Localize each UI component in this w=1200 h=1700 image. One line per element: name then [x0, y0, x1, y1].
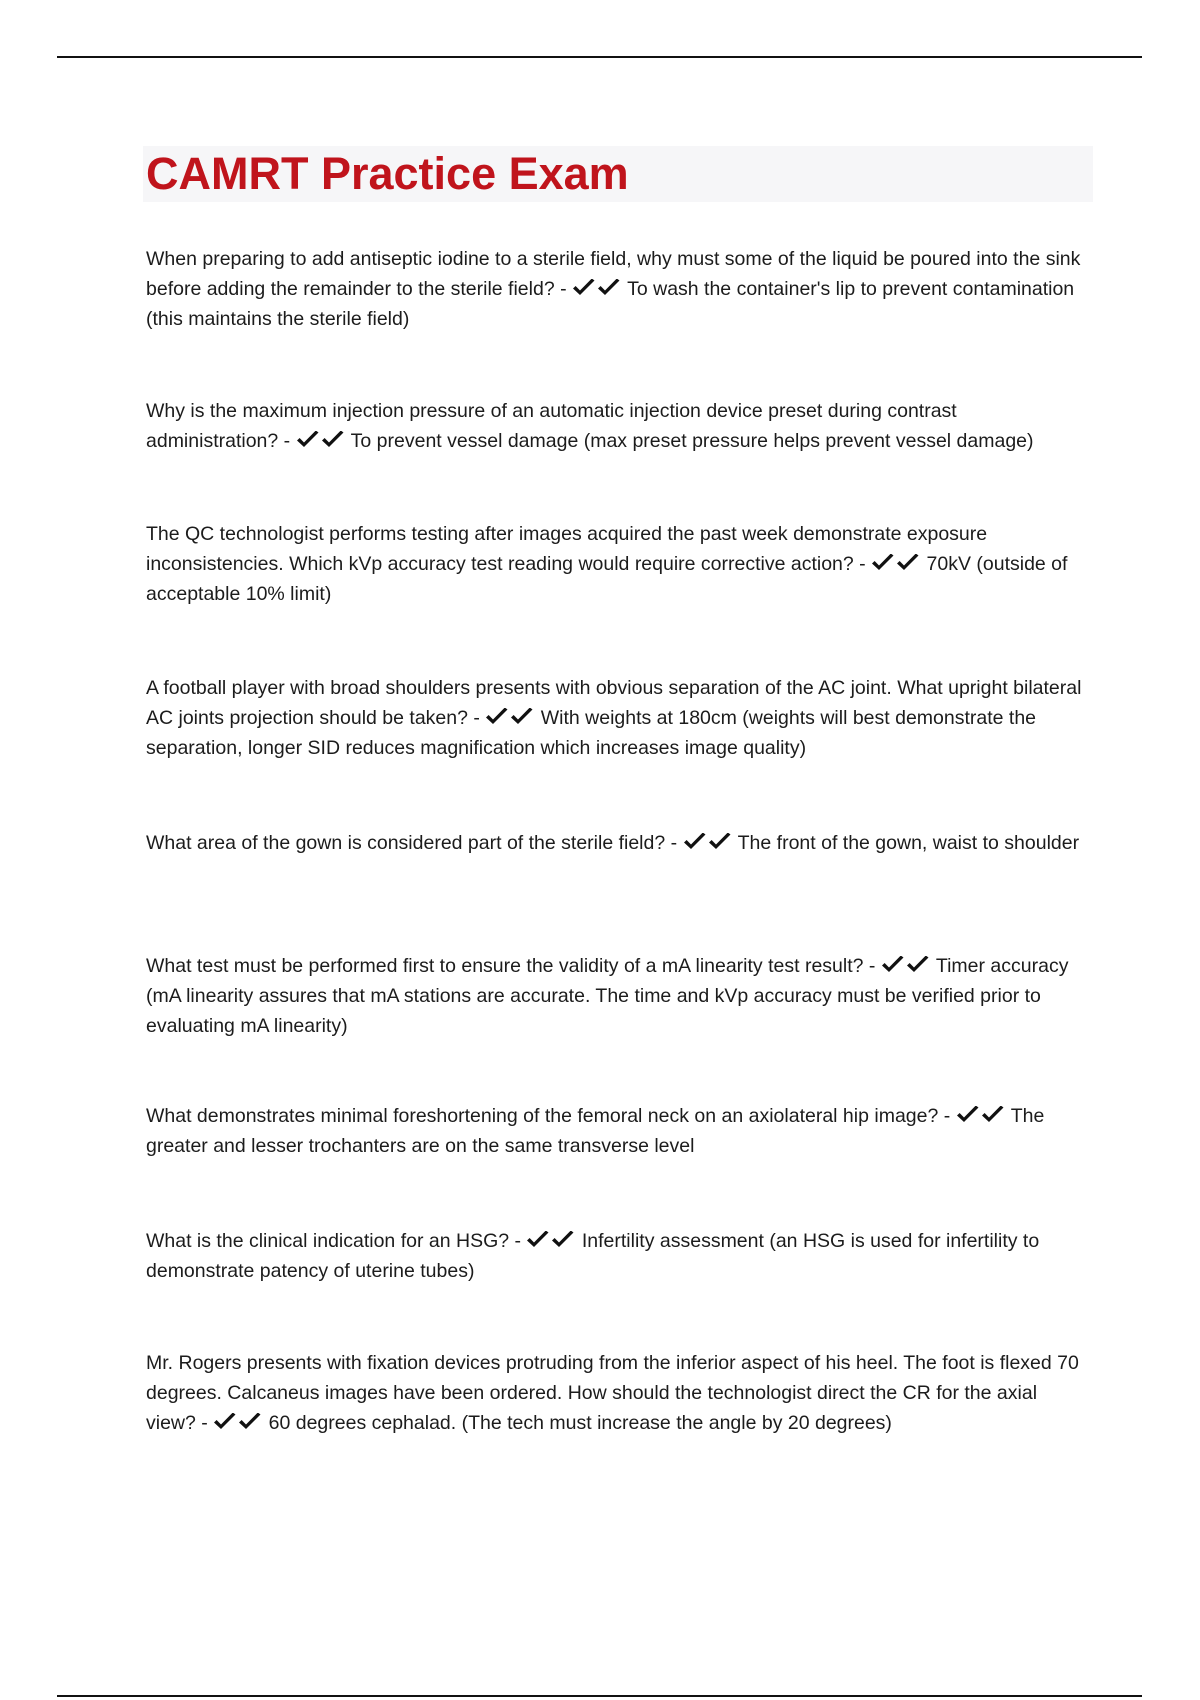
- separator: -: [554, 278, 573, 300]
- answer-text: To prevent vessel damage (max preset pressure helps prevent vessel damage): [350, 430, 1034, 452]
- check-icon: [597, 279, 622, 297]
- question-text: What area of the gown is considered part of the sterile field?: [146, 832, 666, 854]
- answer-text: To wash the container's lip to prevent contamination (this maintains the sterile field): [146, 278, 1075, 330]
- check-icon: [881, 956, 906, 974]
- top-rule: [57, 56, 1142, 58]
- check-icon: [956, 1106, 981, 1124]
- separator: -: [278, 430, 296, 452]
- check-icon: [871, 554, 896, 572]
- separator: -: [467, 707, 486, 729]
- question-text: The QC technologist performs testing after images acquired the past week demonstrate exposure inconsistencies. Which kVp accuracy test reading would require corrective action?: [146, 523, 988, 575]
- separator: -: [863, 955, 881, 977]
- qa-item: [146, 1226, 1091, 1286]
- check-icon: [683, 833, 708, 851]
- qa-item: [146, 1101, 1091, 1161]
- qa-item: [146, 828, 1091, 858]
- check-icon: [238, 1413, 263, 1431]
- answer-text: Infertility assessment (an HSG is used for infertility to demonstrate patency of uterine tubes): [146, 1230, 1040, 1282]
- question-text: What is the clinical indication for an HSG?: [146, 1230, 510, 1252]
- check-icon: [708, 833, 733, 851]
- page-title: CAMRT Practice Exam: [146, 148, 629, 199]
- qa-item: [146, 244, 1091, 334]
- check-icon: [321, 431, 346, 449]
- check-icon: [296, 431, 321, 449]
- question-text: When preparing to add antiseptic iodine to a sterile field, why must some of the liquid be poured into the sink before adding the remainder to the sterile field?: [146, 248, 1081, 300]
- check-icon: [906, 956, 931, 974]
- answer-text: The greater and lesser trochanters are on the same transverse level: [146, 1105, 1045, 1157]
- qa-item: [146, 673, 1091, 763]
- check-icon: [981, 1106, 1006, 1124]
- qa-item: [146, 519, 1091, 609]
- bottom-rule: [57, 1695, 1142, 1697]
- answer-text: Timer accuracy (mA linearity assures that mA stations are accurate. The time and kVp accuracy must be verified prior to evaluating mA linearity): [146, 955, 1069, 1037]
- check-icon: [551, 1231, 576, 1249]
- check-icon: [213, 1413, 238, 1431]
- answer-text: With weights at 180cm (weights will best demonstrate the separation, longer SID reduces magnification which increases image quality): [146, 707, 1037, 759]
- separator: -: [938, 1105, 956, 1127]
- check-icon: [510, 708, 535, 726]
- qa-item: [146, 1348, 1091, 1438]
- answer-text: 60 degrees cephalad. (The tech must increase the angle by 20 degrees): [268, 1412, 892, 1434]
- question-text: What demonstrates minimal foreshortening of the femoral neck on an axiolateral hip image?: [146, 1105, 939, 1127]
- question-text: What test must be performed first to ensure the validity of a mA linearity test result?: [146, 955, 864, 977]
- separator: -: [509, 1230, 527, 1252]
- check-icon: [572, 279, 597, 297]
- question-text: Why is the maximum injection pressure of an automatic injection device preset during contrast administration?: [146, 400, 957, 452]
- separator: -: [665, 832, 683, 854]
- check-icon: [485, 708, 510, 726]
- separator: -: [195, 1412, 214, 1434]
- check-icon: [526, 1231, 551, 1249]
- question-text: A football player with broad shoulders presents with obvious separation of the AC joint. What upright bilateral AC joints projection should be taken?: [146, 677, 1082, 729]
- qa-item: [146, 396, 1091, 456]
- answer-text: 70kV (outside of acceptable 10% limit): [146, 553, 1068, 605]
- question-text: Mr. Rogers presents with fixation devices protruding from the inferior aspect of his heel. The foot is flexed 70 degrees. Calcaneus images have been ordered. How should the technologist direct the CR for the axial view?: [146, 1352, 1079, 1434]
- answer-text: The front of the gown, waist to shoulder: [737, 832, 1080, 854]
- separator: -: [853, 553, 872, 575]
- qa-item: [146, 951, 1091, 1041]
- check-icon: [896, 554, 921, 572]
